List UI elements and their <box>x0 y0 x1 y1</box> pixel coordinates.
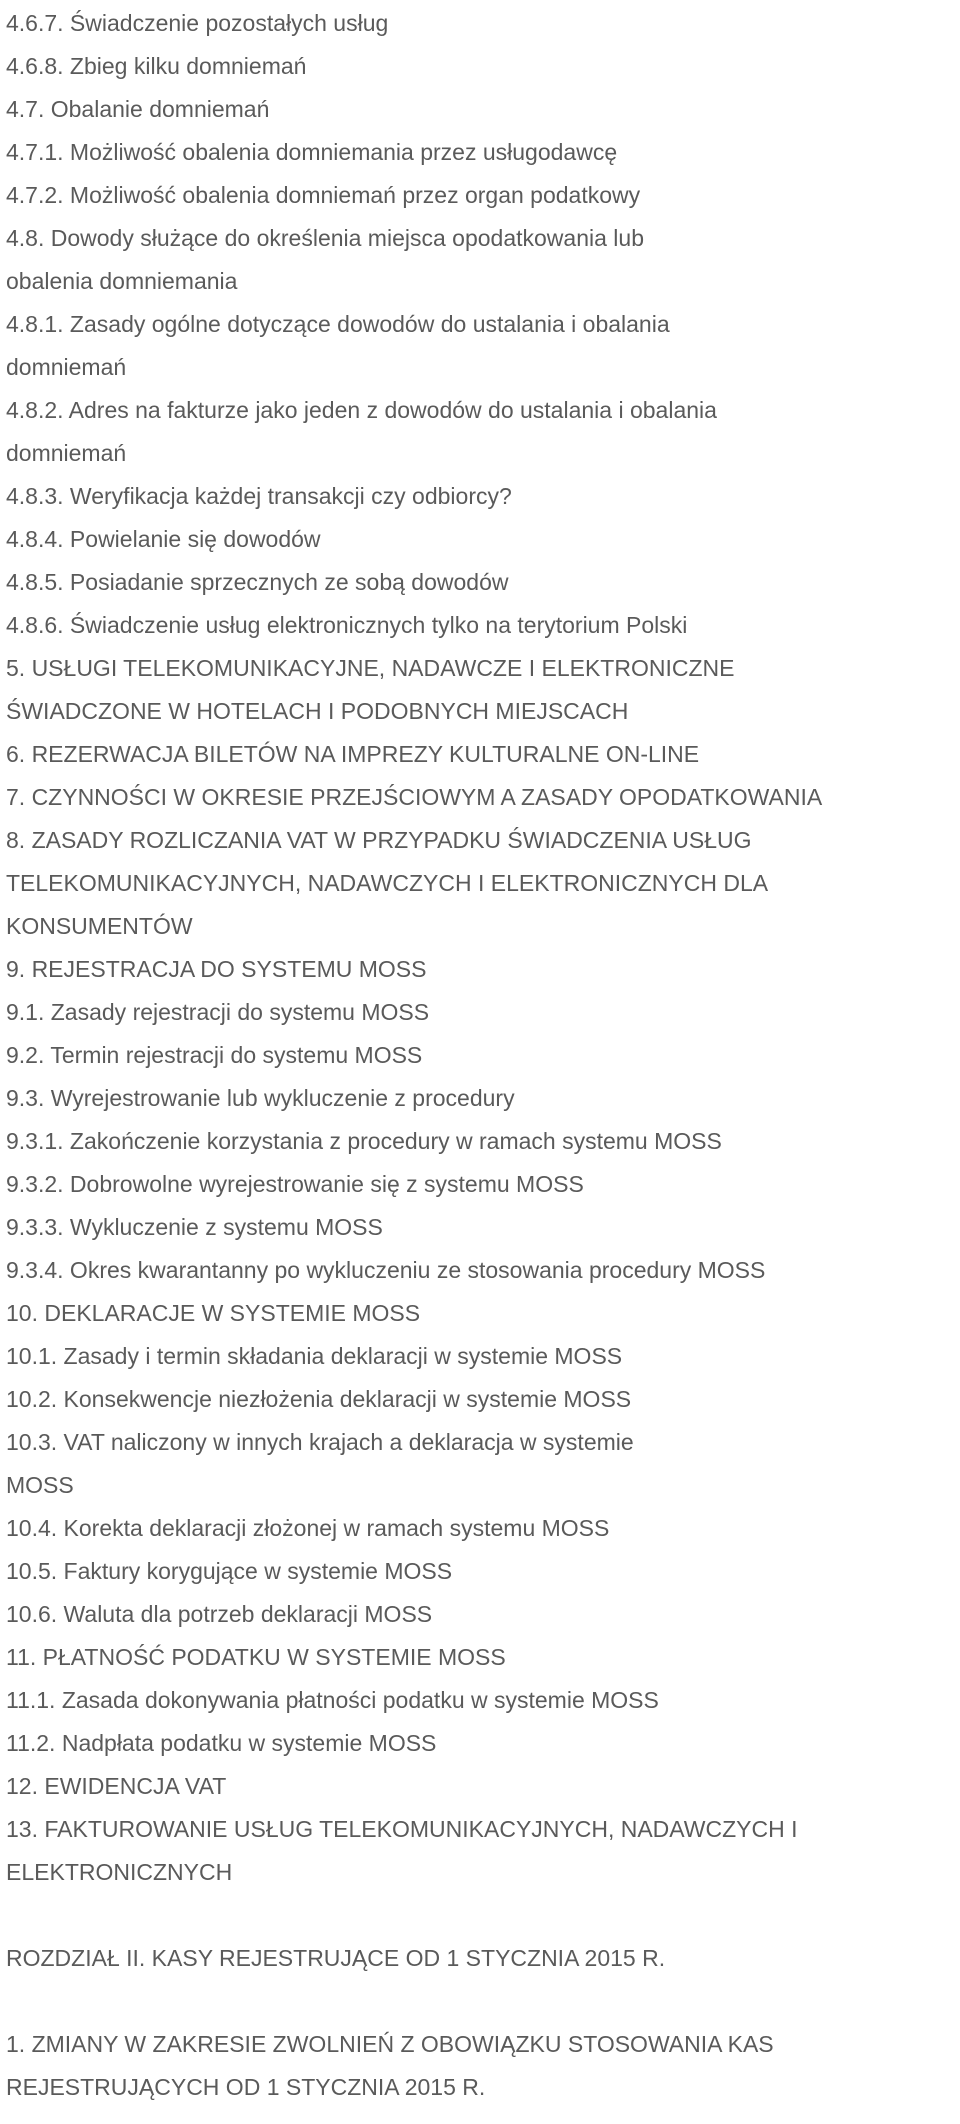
spacer <box>6 1980 951 2023</box>
toc-line: 6. REZERWACJA BILETÓW NA IMPREZY KULTURALNE ON-LINE <box>6 741 700 767</box>
toc-line: 4.8.2. Adres na fakturze jako jeden z dowodów do ustalania i obalania <box>6 397 717 423</box>
toc-line: 4.8.3. Weryfikacja każdej transakcji czy odbiorcy? <box>6 483 512 509</box>
toc-line: 4.6.8. Zbieg kilku domniemań <box>6 53 307 79</box>
toc-line: 10.3. VAT naliczony w innych krajach a deklaracja w systemie <box>6 1429 634 1455</box>
toc-line: 9.3. Wyrejestrowanie lub wykluczenie z procedury <box>6 1085 515 1111</box>
toc-line: domniemań <box>6 440 127 466</box>
toc-line: 9.2. Termin rejestracji do systemu MOSS <box>6 1042 423 1068</box>
toc-line: MOSS <box>6 1472 74 1498</box>
table-of-contents <box>6 2 951 2109</box>
toc-line: 11.2. Nadpłata podatku w systemie MOSS <box>6 1730 437 1756</box>
chapter-heading: ROZDZIAŁ II. KASY REJESTRUJĄCE OD 1 STYCZNIA 2015 R. <box>6 1945 666 1971</box>
toc-line: REJESTRUJĄCYCH OD 1 STYCZNIA 2015 R. <box>6 2074 486 2100</box>
toc-line: 12. EWIDENCJA VAT <box>6 1773 227 1799</box>
toc-line: 4.7. Obalanie domniemań <box>6 96 270 122</box>
toc-line: 9.3.1. Zakończenie korzystania z procedury w ramach systemu MOSS <box>6 1128 722 1154</box>
toc-line: 10.2. Konsekwencje niezłożenia deklaracji w systemie MOSS <box>6 1386 632 1412</box>
toc-line: 9. REJESTRACJA DO SYSTEMU MOSS <box>6 956 427 982</box>
toc-line: obalenia domniemania <box>6 268 238 294</box>
toc-line: 10.1. Zasady i termin składania deklaracji w systemie MOSS <box>6 1343 623 1369</box>
toc-line: 4.8.5. Posiadanie sprzecznych ze sobą dowodów <box>6 569 509 595</box>
toc-line: 10.5. Faktury korygujące w systemie MOSS <box>6 1558 453 1584</box>
toc-line: 4.8.1. Zasady ogólne dotyczące dowodów do ustalania i obalania <box>6 311 670 337</box>
toc-line: 10. DEKLARACJE W SYSTEMIE MOSS <box>6 1300 421 1326</box>
toc-line: 10.6. Waluta dla potrzeb deklaracji MOSS <box>6 1601 433 1627</box>
toc-line: ELEKTRONICZNYCH <box>6 1859 233 1885</box>
spacer <box>6 1894 951 1937</box>
toc-line: 4.7.1. Możliwość obalenia domniemania przez usługodawcę <box>6 139 618 165</box>
toc-line: 9.3.3. Wykluczenie z systemu MOSS <box>6 1214 383 1240</box>
toc-line: 5. USŁUGI TELEKOMUNIKACYJNE, NADAWCZE I ELEKTRONICZNE <box>6 655 735 681</box>
toc-line: 4.6.7. Świadczenie pozostałych usług <box>6 10 389 36</box>
toc-line: 1. ZMIANY W ZAKRESIE ZWOLNIEŃ Z OBOWIĄZKU STOSOWANIA KAS <box>6 2031 774 2057</box>
toc-line: 11. PŁATNOŚĆ PODATKU W SYSTEMIE MOSS <box>6 1644 506 1670</box>
toc-line: 9.1. Zasady rejestracji do systemu MOSS <box>6 999 430 1025</box>
toc-line: 9.3.4. Okres kwarantanny po wykluczeniu ze stosowania procedury MOSS <box>6 1257 766 1283</box>
toc-line: 11.1. Zasada dokonywania płatności podatku w systemie MOSS <box>6 1687 659 1713</box>
toc-line: domniemań <box>6 354 127 380</box>
toc-line: 4.7.2. Możliwość obalenia domniemań przez organ podatkowy <box>6 182 641 208</box>
toc-line: 9.3.2. Dobrowolne wyrejestrowanie się z systemu MOSS <box>6 1171 584 1197</box>
toc-line: TELEKOMUNIKACYJNYCH, NADAWCZYCH I ELEKTRONICZNYCH DLA <box>6 870 769 896</box>
toc-line: 4.8. Dowody służące do określenia miejsca opodatkowania lub <box>6 225 644 251</box>
toc-line: ŚWIADCZONE W HOTELACH I PODOBNYCH MIEJSCACH <box>6 698 629 724</box>
toc-line: 8. ZASADY ROZLICZANIA VAT W PRZYPADKU ŚWIADCZENIA USŁUG <box>6 827 752 853</box>
toc-line: 13. FAKTUROWANIE USŁUG TELEKOMUNIKACYJNYCH, NADAWCZYCH I <box>6 1816 798 1842</box>
toc-line: 4.8.6. Świadczenie usług elektronicznych tylko na terytorium Polski <box>6 612 688 638</box>
toc-line: 10.4. Korekta deklaracji złożonej w ramach systemu MOSS <box>6 1515 610 1541</box>
toc-line: KONSUMENTÓW <box>6 913 193 939</box>
toc-line: 7. CZYNNOŚCI W OKRESIE PRZEJŚCIOWYM A ZASADY OPODATKOWANIA <box>6 784 823 810</box>
toc-line: 4.8.4. Powielanie się dowodów <box>6 526 321 552</box>
